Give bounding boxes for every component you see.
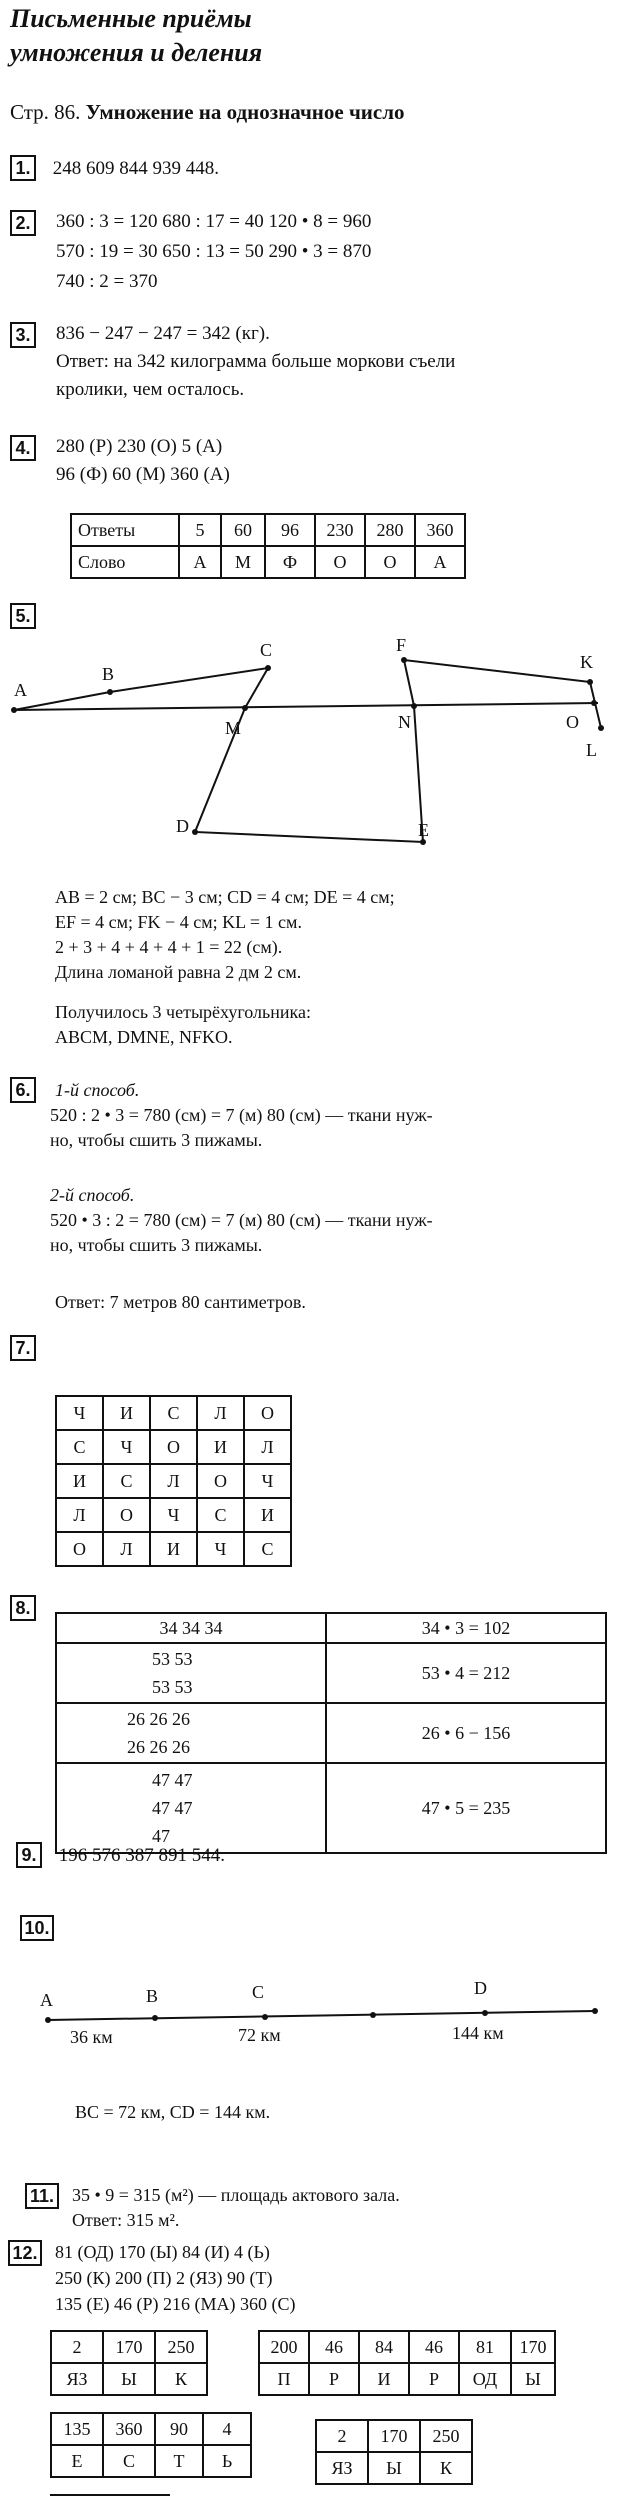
point-label: D xyxy=(474,1978,487,1998)
table-cell: С xyxy=(103,2445,155,2477)
method-1-heading: 1-й способ. xyxy=(55,1080,140,1100)
left-cell xyxy=(56,1613,326,1643)
table-cell: 5 xyxy=(179,514,221,546)
table-cell: 81 xyxy=(459,2331,511,2363)
point-label: E xyxy=(418,820,429,840)
table-cell: ЯЗ xyxy=(316,2452,368,2484)
grid-cell: С xyxy=(103,1464,150,1498)
product-cell: 53 • 4 = 212 xyxy=(326,1643,606,1703)
table-cell: Ф xyxy=(265,546,315,578)
task-5-line2: EF = 4 см; FK − 4 см; KL = 1 см. xyxy=(55,912,302,932)
page-ref: Стр. 86. xyxy=(10,100,81,124)
table-cell: П xyxy=(259,2363,309,2395)
table-cell: 46 xyxy=(309,2331,359,2363)
broken-line-diagram xyxy=(0,600,622,860)
task-5-line4: Длина ломаной равна 2 дм 2 см. xyxy=(55,962,302,982)
table-cell: 170 xyxy=(511,2331,555,2363)
grid-cell: Л xyxy=(150,1464,197,1498)
task-number: 8. xyxy=(10,1595,36,1621)
task-number: 3. xyxy=(10,322,36,348)
grid-cell: И xyxy=(103,1396,150,1430)
table-cell: М xyxy=(221,546,265,578)
table-cell: Ответы xyxy=(71,514,179,546)
word-table-2 xyxy=(258,2330,556,2396)
table-cell: 135 xyxy=(51,2413,103,2445)
section-title-line2: умножения и деления xyxy=(10,38,263,67)
grid-cell: О xyxy=(197,1464,244,1498)
point-label: B xyxy=(146,1986,159,2006)
letter-grid xyxy=(55,1395,292,1567)
task-number: 10. xyxy=(20,1915,54,1941)
method-2-line1: 520 • 3 : 2 = 780 (см) = 7 (м) 80 (см) — ткани нуж- xyxy=(50,1210,433,1230)
task-4 xyxy=(10,435,36,461)
table-cell: 84 xyxy=(359,2331,409,2363)
table-cell: 360 xyxy=(103,2413,155,2445)
table-cell: А xyxy=(179,546,221,578)
point-label: A xyxy=(40,1990,53,2010)
task-number: 6. xyxy=(10,1077,36,1103)
task-number: 12. xyxy=(8,2240,42,2266)
point-label: F xyxy=(396,635,407,655)
grid-cell: Л xyxy=(56,1498,103,1532)
page-subtitle xyxy=(10,100,405,125)
task-10 xyxy=(20,1915,54,1941)
word-table-4 xyxy=(315,2419,473,2485)
grid-cell: О xyxy=(244,1396,291,1430)
task-number: 2. xyxy=(10,210,36,236)
left-cell xyxy=(56,1703,326,1763)
addends-line: 34 34 34 xyxy=(159,1618,223,1638)
task-4-line2: 96 (Ф) 60 (М) 360 (А) xyxy=(56,464,230,485)
table-cell: 360 xyxy=(415,514,465,546)
grid-cell: С xyxy=(197,1498,244,1532)
task-5-line6: ABCM, DMNE, NFKO. xyxy=(55,1027,233,1047)
table-cell: Е xyxy=(51,2445,103,2477)
segment-label: 144 км xyxy=(452,2023,504,2043)
grid-cell: Л xyxy=(244,1430,291,1464)
point-label: N xyxy=(398,712,411,732)
task-6-answer: Ответ: 7 метров 80 сантиметров. xyxy=(55,1292,306,1312)
point-label: D xyxy=(176,816,189,836)
table-cell: 250 xyxy=(420,2420,472,2452)
product-cell: 34 • 3 = 102 xyxy=(326,1613,606,1643)
table-cell: О xyxy=(315,546,365,578)
table-cell: 60 xyxy=(221,514,265,546)
table-cell: 280 xyxy=(365,514,415,546)
task-11 xyxy=(25,2183,59,2209)
grid-cell: И xyxy=(197,1430,244,1464)
addends-line: 26 26 26 xyxy=(127,1737,190,1757)
grid-cell: С xyxy=(56,1430,103,1464)
table-cell: 96 xyxy=(265,514,315,546)
page-topic: Умножение на однозначное число xyxy=(85,100,405,124)
task-12-line2: 250 (К) 200 (П) 2 (ЯЗ) 90 (Т) xyxy=(55,2268,273,2288)
task-2 xyxy=(10,210,36,236)
task-1 xyxy=(10,155,219,181)
point-label: A xyxy=(14,680,27,700)
addends-line: 47 47 xyxy=(152,1798,193,1818)
table-cell: 46 xyxy=(409,2331,459,2363)
word-table-1 xyxy=(50,2330,208,2396)
grid-cell: Ч xyxy=(197,1532,244,1566)
table-cell: 4 xyxy=(203,2413,251,2445)
table-cell: 90 xyxy=(155,2413,203,2445)
polyline-abcm xyxy=(14,668,268,710)
task-12-line3: 135 (Е) 46 (Р) 216 (МА) 360 (С) xyxy=(55,2294,296,2314)
table-cell: К xyxy=(420,2452,472,2484)
task-2-line1: 360 : 3 = 120 680 : 17 = 40 120 • 8 = 960 xyxy=(56,211,372,232)
task-8 xyxy=(10,1595,36,1621)
task-11-line1: 35 • 9 = 315 (м²) — площадь актового зала. xyxy=(72,2185,400,2205)
task-6 xyxy=(10,1077,36,1103)
addends-line: 26 26 26 xyxy=(127,1709,190,1729)
task-number: 11. xyxy=(25,2183,59,2209)
method-2-heading: 2-й способ. xyxy=(50,1185,135,1205)
point-label: O xyxy=(566,712,579,732)
grid-cell: Ч xyxy=(150,1498,197,1532)
table-cell: А xyxy=(415,546,465,578)
table-cell: 230 xyxy=(315,514,365,546)
grid-cell: Л xyxy=(103,1532,150,1566)
table-cell: 170 xyxy=(103,2331,155,2363)
table-cell: 2 xyxy=(51,2331,103,2363)
table-cell: Р xyxy=(309,2363,359,2395)
grid-cell: О xyxy=(150,1430,197,1464)
addends-line: 47 xyxy=(152,1826,170,1846)
segment-label: 36 км xyxy=(70,2027,113,2047)
grid-cell: И xyxy=(150,1532,197,1566)
point-label: C xyxy=(252,1982,265,2002)
task-3-line2: Ответ: на 342 килограмма больше моркови съели xyxy=(56,351,456,372)
task-number: 1. xyxy=(10,155,36,181)
table-cell: Слово xyxy=(71,546,179,578)
table-cell: ЯЗ xyxy=(51,2363,103,2395)
task-5-line1: AB = 2 см; BC − 3 см; CD = 4 см; DE = 4 см; xyxy=(55,887,395,907)
method-1-line2: но, чтобы сшить 3 пижамы. xyxy=(50,1130,263,1150)
task-5-line3: 2 + 3 + 4 + 4 + 4 + 1 = 22 (см). xyxy=(55,937,283,957)
grid-cell: И xyxy=(56,1464,103,1498)
table-cell: 2 xyxy=(316,2420,368,2452)
left-cell xyxy=(56,1763,326,1853)
task-3-line1: 836 − 247 − 247 = 342 (кг). xyxy=(56,323,270,344)
task-2-line3: 740 : 2 = 370 xyxy=(56,271,158,292)
task-text: 248 609 844 939 448. xyxy=(52,158,219,179)
multiplication-table xyxy=(55,1612,607,1854)
base-line xyxy=(14,703,598,710)
task-text: 196 576 387 891 544. xyxy=(58,1845,225,1866)
segment-label: 72 км xyxy=(238,2025,281,2045)
task-number: 9. xyxy=(16,1842,42,1868)
task-4-line1: 280 (Р) 230 (О) 5 (А) xyxy=(56,436,223,457)
task-number: 7. xyxy=(10,1335,36,1361)
table-cell: ОД xyxy=(459,2363,511,2395)
point-label: B xyxy=(102,664,115,684)
task-12-line1: 81 (ОД) 170 (Ы) 84 (И) 4 (Ь) xyxy=(55,2242,270,2262)
table-cell: 250 xyxy=(155,2331,207,2363)
grid-cell: Ч xyxy=(244,1464,291,1498)
task-number: 5. xyxy=(10,603,36,629)
word-table-3 xyxy=(50,2412,252,2478)
task-9 xyxy=(16,1842,225,1868)
answers-table xyxy=(70,513,466,579)
task-10-text: BC = 72 км, CD = 144 км. xyxy=(75,2102,271,2122)
table-cell: Т xyxy=(155,2445,203,2477)
table-cell: 200 xyxy=(259,2331,309,2363)
point-label: M xyxy=(225,718,242,738)
task-2-line2: 570 : 19 = 30 650 : 13 = 50 290 • 3 = 870 xyxy=(56,241,372,262)
addends-line: 47 47 xyxy=(152,1770,193,1790)
table-cell: Р xyxy=(409,2363,459,2395)
section-title-line1: Письменные приёмы xyxy=(10,4,252,33)
task-3-line3: кролики, чем осталось. xyxy=(56,379,245,400)
table-cell: 170 xyxy=(368,2420,420,2452)
grid-cell: Ч xyxy=(56,1396,103,1430)
grid-cell: Л xyxy=(197,1396,244,1430)
divider xyxy=(50,2494,170,2496)
point-label: C xyxy=(260,640,273,660)
left-cell xyxy=(56,1643,326,1703)
table-cell: О xyxy=(365,546,415,578)
grid-cell: Ч xyxy=(103,1430,150,1464)
grid-cell: И xyxy=(244,1498,291,1532)
table-cell: Ь xyxy=(203,2445,251,2477)
grid-cell: О xyxy=(56,1532,103,1566)
table-cell: К xyxy=(155,2363,207,2395)
addends-line: 53 53 xyxy=(152,1677,193,1697)
task-11-answer: Ответ: 315 м². xyxy=(72,2210,180,2230)
task-12 xyxy=(8,2240,42,2266)
product-cell: 26 • 6 − 156 xyxy=(326,1703,606,1763)
grid-cell: С xyxy=(244,1532,291,1566)
table-cell: Ы xyxy=(511,2363,555,2395)
point-label: L xyxy=(586,740,597,760)
addends-line: 53 53 xyxy=(152,1649,193,1669)
grid-cell: О xyxy=(103,1498,150,1532)
task-number: 4. xyxy=(10,435,36,461)
product-cell: 47 • 5 = 235 xyxy=(326,1763,606,1853)
task-7 xyxy=(10,1335,36,1361)
task-5-line5: Получилось 3 четырёхугольника: xyxy=(55,1002,311,1022)
table-cell: Ы xyxy=(368,2452,420,2484)
method-1-line1: 520 : 2 • 3 = 780 (см) = 7 (м) 80 (см) — ткани нуж- xyxy=(50,1105,433,1125)
table-cell: Ы xyxy=(103,2363,155,2395)
grid-cell: С xyxy=(150,1396,197,1430)
task-3 xyxy=(10,322,36,348)
table-cell: И xyxy=(359,2363,409,2395)
method-2-line2: но, чтобы сшить 3 пижамы. xyxy=(50,1235,263,1255)
point-label: K xyxy=(580,652,593,672)
